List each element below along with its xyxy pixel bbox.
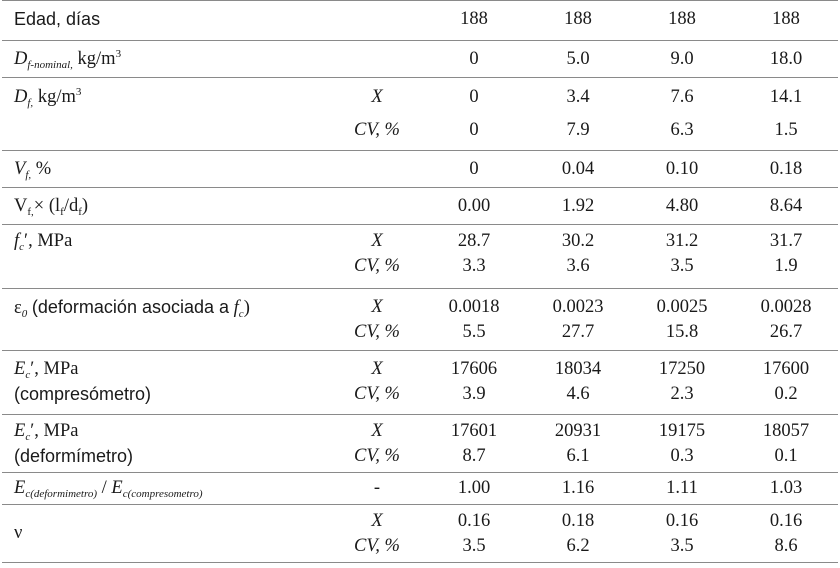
value-cell: 1.11 <box>630 473 734 505</box>
value-cell: 31.7 <box>769 231 803 251</box>
value-cell: 3.3 <box>462 256 486 276</box>
stat-label: CV, % <box>354 446 400 466</box>
param-label: $V_{f,}\times (l_f/d_f)$ <box>2 188 332 225</box>
value-cell: 0.18 <box>561 511 595 531</box>
value-cell: 3.6 <box>566 256 590 276</box>
value-cell: 28.7 <box>457 231 491 251</box>
value-cell: 18034 <box>554 359 602 379</box>
value-cell: 3.5 <box>670 536 694 556</box>
value-cell: 0 <box>469 120 479 140</box>
row-ec-deformimetro <box>2 415 838 473</box>
value-cell: 18057 <box>762 421 810 441</box>
value-cell: 1.9 <box>774 256 798 276</box>
row-df-nominal <box>2 41 838 78</box>
value-cell: 0 <box>422 151 526 188</box>
value-cell: 1.03 <box>734 473 838 505</box>
stat-label: X <box>371 511 383 531</box>
value-cell: 0.3 <box>670 446 694 466</box>
row-eps0 <box>2 289 838 351</box>
stat-label: X <box>371 421 383 441</box>
header-value: 188 <box>526 1 630 41</box>
value-cell: 5.0 <box>526 41 630 78</box>
stat-label: CV, % <box>354 120 400 140</box>
value-cell: 0.2 <box>774 384 798 404</box>
value-cell: 17606 <box>450 359 498 379</box>
value-cell: 15.8 <box>665 322 699 342</box>
value-cell: 3.5 <box>670 256 694 276</box>
param-label: $V_{f,}$ % <box>2 151 332 188</box>
value-cell: 4.6 <box>566 384 590 404</box>
value-cell: 5.5 <box>462 322 486 342</box>
value-cell: 6.3 <box>670 120 694 140</box>
row-df <box>2 78 838 151</box>
stat-label: - <box>332 473 422 505</box>
row-vf-ratio <box>2 188 838 225</box>
row-vf <box>2 151 838 188</box>
value-cell: 1.92 <box>526 188 630 225</box>
param-label: $E_c'$, MPa (deformímetro) <box>2 415 332 473</box>
value-cell: 18.0 <box>734 41 838 78</box>
value-cell: 0.10 <box>630 151 734 188</box>
value-cell: 0.0023 <box>552 297 604 317</box>
stat-label: X <box>371 231 383 251</box>
param-label: $D_{f,}$ $kg/m^3$ <box>2 78 332 151</box>
value-cell: 0.16 <box>457 511 491 531</box>
row-ec-ratio <box>2 473 838 505</box>
value-cell: 6.2 <box>566 536 590 556</box>
stat-label: CV, % <box>354 256 400 276</box>
param-label: $f_c'$, MPa <box>2 225 332 289</box>
value-cell: 7.9 <box>566 120 590 140</box>
value-cell: 19175 <box>658 421 706 441</box>
stat-label: X <box>371 87 383 107</box>
value-cell: 0.0018 <box>448 297 500 317</box>
value-cell: 0.00 <box>422 188 526 225</box>
value-cell: 1.00 <box>422 473 526 505</box>
stat-label: X <box>371 359 383 379</box>
value-cell: 2.3 <box>670 384 694 404</box>
header-value: 188 <box>630 1 734 41</box>
param-label: $D_{f-nominal,}$ $kg/m^3$ <box>2 41 332 78</box>
stat-label: CV, % <box>354 536 400 556</box>
row-nu <box>2 505 838 563</box>
param-label: $E_c'$, MPa (compresómetro) <box>2 351 332 415</box>
header-value: 188 <box>734 1 838 41</box>
value-cell: 6.1 <box>566 446 590 466</box>
value-cell: 17601 <box>450 421 498 441</box>
param-label: $E_{c(deformimetro)} / E_{c(compresometro)}$ <box>2 473 332 505</box>
value-cell: 17250 <box>658 359 706 379</box>
value-cell: 14.1 <box>769 87 803 107</box>
value-cell: 26.7 <box>769 322 803 342</box>
value-cell: 0 <box>422 41 526 78</box>
value-cell: 4.80 <box>630 188 734 225</box>
value-cell: 3.4 <box>566 87 590 107</box>
header-label: Edad, días <box>14 9 101 29</box>
value-cell: 0.16 <box>665 511 699 531</box>
value-cell: 7.6 <box>670 87 694 107</box>
row-fc <box>2 225 838 289</box>
header-value: 188 <box>422 1 526 41</box>
value-cell: 8.6 <box>774 536 798 556</box>
value-cell: 0.16 <box>769 511 803 531</box>
value-cell: 0.18 <box>734 151 838 188</box>
value-cell: 20931 <box>554 421 602 441</box>
value-cell: 8.7 <box>462 446 486 466</box>
value-cell: 0.1 <box>774 446 798 466</box>
stat-label: X <box>371 297 383 317</box>
value-cell: 0 <box>469 87 479 107</box>
value-cell: 3.5 <box>462 536 486 556</box>
value-cell: 31.2 <box>665 231 699 251</box>
value-cell: 1.5 <box>774 120 798 140</box>
value-cell: 0.0028 <box>760 297 812 317</box>
value-cell: 8.64 <box>734 188 838 225</box>
header-row <box>2 1 838 41</box>
stat-label: CV, % <box>354 322 400 342</box>
value-cell: 30.2 <box>561 231 595 251</box>
properties-table <box>2 0 838 563</box>
value-cell: 1.16 <box>526 473 630 505</box>
row-ec-compresometro <box>2 351 838 415</box>
value-cell: 9.0 <box>630 41 734 78</box>
param-label: $\varepsilon_0$ (deformación asociada a $f_c$) <box>2 289 332 351</box>
stat-label: CV, % <box>354 384 400 404</box>
value-cell: 0.04 <box>526 151 630 188</box>
value-cell: 3.9 <box>462 384 486 404</box>
value-cell: 27.7 <box>561 322 595 342</box>
param-label: ν <box>2 505 332 563</box>
value-cell: 0.0025 <box>656 297 708 317</box>
value-cell: 17600 <box>762 359 810 379</box>
